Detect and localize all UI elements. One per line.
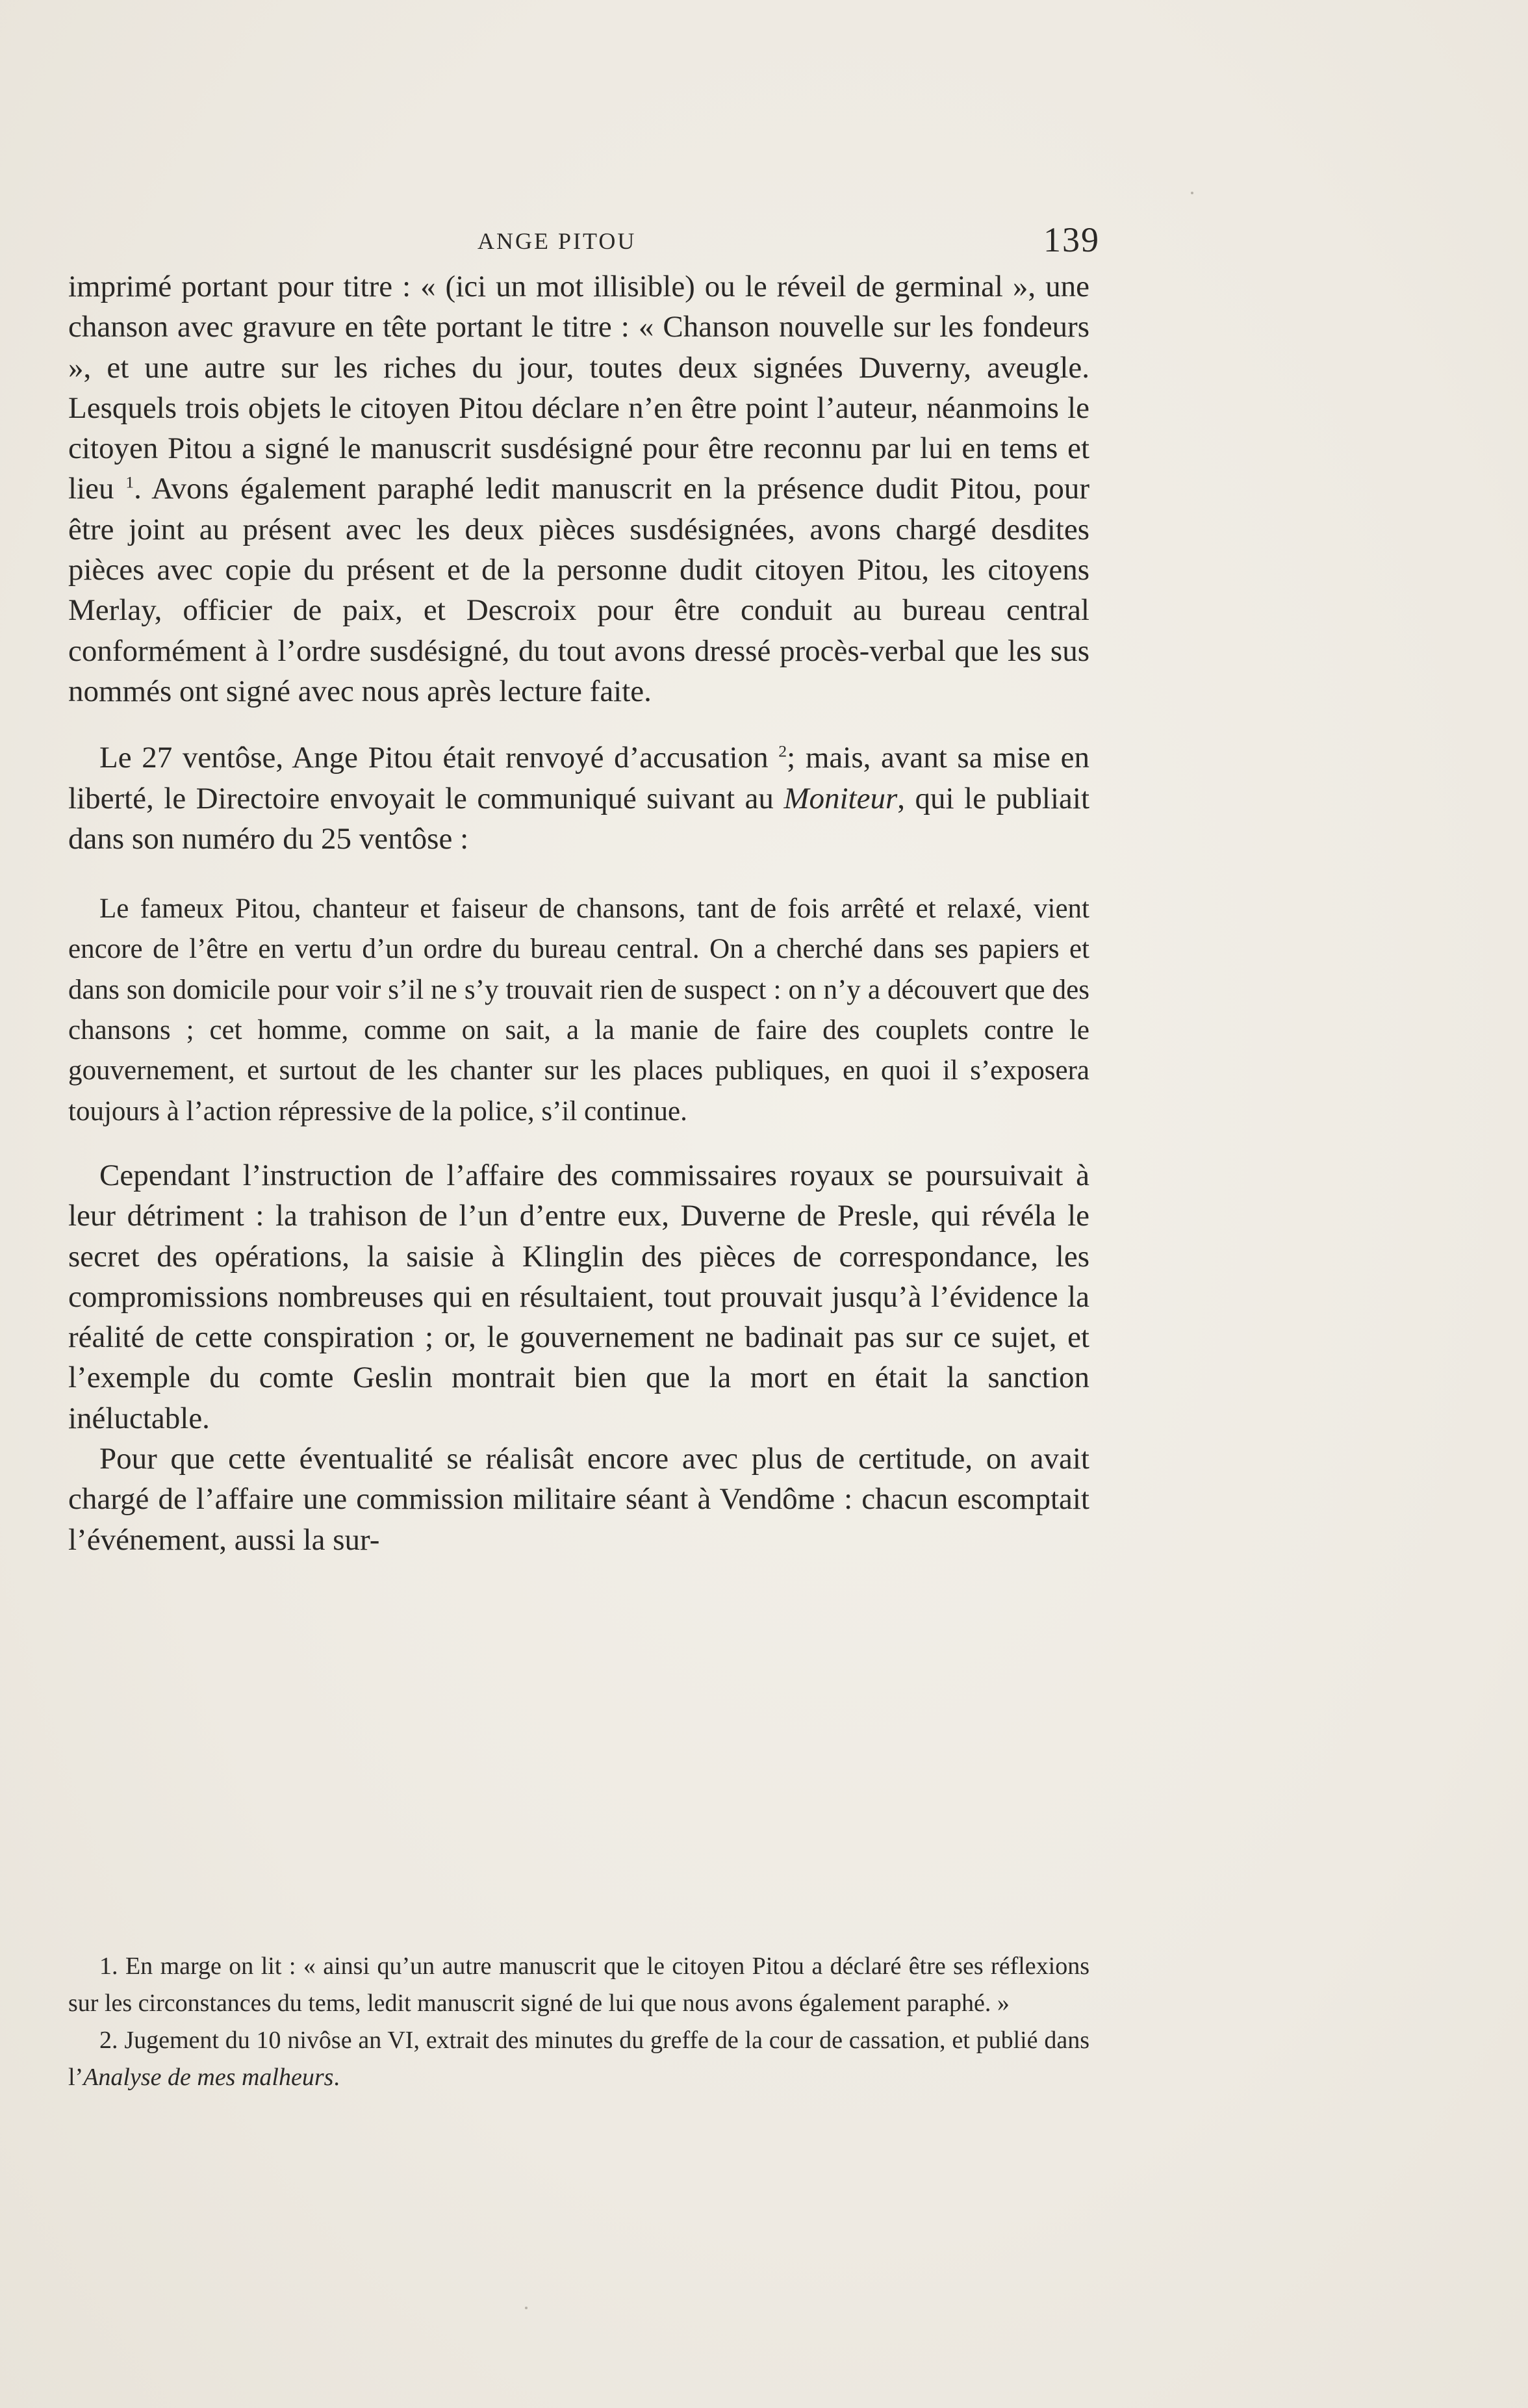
paragraph-text-mid: ; mais, avant sa mise en liberté, le Directoire envoyait le communiqué suivant au <box>68 741 1089 815</box>
footnote-1 <box>68 1948 1089 2022</box>
paragraph-text-end: , qui le publiait dans son numéro du 25 ventôse : <box>68 781 1090 856</box>
paragraph-instruction: Cependant l’instruction de l’affaire des commissaires royaux se poursuivait à leur détriment : la trahison de l’un d’entre eux, Duverne de Presle, qui révéla le secret des opérations, la saisie à Klinglin des pièces de correspondance, les compromissions nombreuses qui en résultaient, tout prouvait jusqu’à l’évidence la réalité de cette conspiration ; or, le gouvernement ne badinait pas sur ce sujet, et l’exemple du comte Geslin montrait bien que la mort en était la sanction inéluctable. <box>68 1158 1089 1435</box>
running-head: ANGE PITOU <box>478 228 637 254</box>
footnote-text: En marge on lit : « ainsi qu’un autre manuscrit que le citoyen Pitou a déclaré être ses réflexions sur les circonstances du tems, ledit manuscrit signé de lui que nous avons également paraphé. » <box>68 1953 1089 2017</box>
footnote-ref-1: 1 <box>125 472 134 492</box>
paragraph-continued <box>68 266 1089 711</box>
italic-title: Analyse de mes malheurs <box>83 2064 334 2091</box>
paper-speck <box>1191 192 1193 194</box>
footnote-2 <box>68 2022 1089 2096</box>
body-text <box>68 266 1089 1560</box>
footnote-mark: 1. <box>99 1953 118 1980</box>
italic-title: Moniteur <box>783 781 898 815</box>
block-quote: Le fameux Pitou, chanteur et faiseur de chansons, tant de fois arrêté et relaxé, vient encore de l’être en vertu d’un ordre du bureau central. On a cherché dans ses papiers et dans son domicile pour voir s’il ne s’y trouvait rien de suspect : on n’y a découvert que des chansons ; cet homme, comme on sait, a la manie de faire des couplets contre le gouvernement, et surtout de les chanter sur les places publiques, en quoi il s’exposera toujours à l’action répressive de la police, s’il continue. <box>68 893 1089 1127</box>
paper-speck <box>525 2307 528 2309</box>
footnote-text: Jugement du 10 nivôse an VI, extrait des minutes du greffe de la cour de cassation, et publié dans l’ <box>68 2027 1090 2091</box>
footnotes <box>68 1948 1089 2096</box>
footnote-text-end: . <box>333 2064 340 2091</box>
paragraph-text: imprimé portant pour titre : « (ici un mot illisible) ou le réveil de germinal », une chanson avec gravure en tête portant le titre : « Chanson nouvelle sur les fondeurs », et une autre sur les riches du jour, toutes deux signées Duverny, aveugle. Lesquels trois objets le citoyen Pitou déclare n’en être point l’auteur, néanmoins le citoyen Pitou a signé le manuscrit susdésigné pour être reconnu par lui en tems et lieu <box>68 270 1089 506</box>
page-number: 139 <box>1043 220 1100 259</box>
paragraph-eventualite: Pour que cette éventualité se réalisât encore avec plus de certitude, on avait chargé de l’affaire une commission militaire séant à Vendôme : chacun escomptait l’événement, aussi la sur- <box>68 1442 1089 1557</box>
paragraph-renvoye <box>68 737 1089 859</box>
paragraph-text-end: . Avons également paraphé ledit manuscrit en la présence dudit Pitou, pour être joint au présent avec les deux pièces susdésignées, avons chargé desdites pièces avec copie du présent et de la personne dudit citoyen Pitou, les citoyens Merlay, officier de paix, et Descroix pour être conduit au bureau central conformément à l’ordre susdésigné, du tout avons dressé procès-verbal que les sus nommés ont signé avec nous après lecture faite. <box>68 472 1089 708</box>
page-header <box>478 214 1100 266</box>
footnote-ref-2: 2 <box>778 741 787 761</box>
footnote-mark: 2. <box>99 2027 118 2054</box>
paragraph-text: Le 27 ventôse, Ange Pitou était renvoyé d’accusation <box>99 741 769 775</box>
